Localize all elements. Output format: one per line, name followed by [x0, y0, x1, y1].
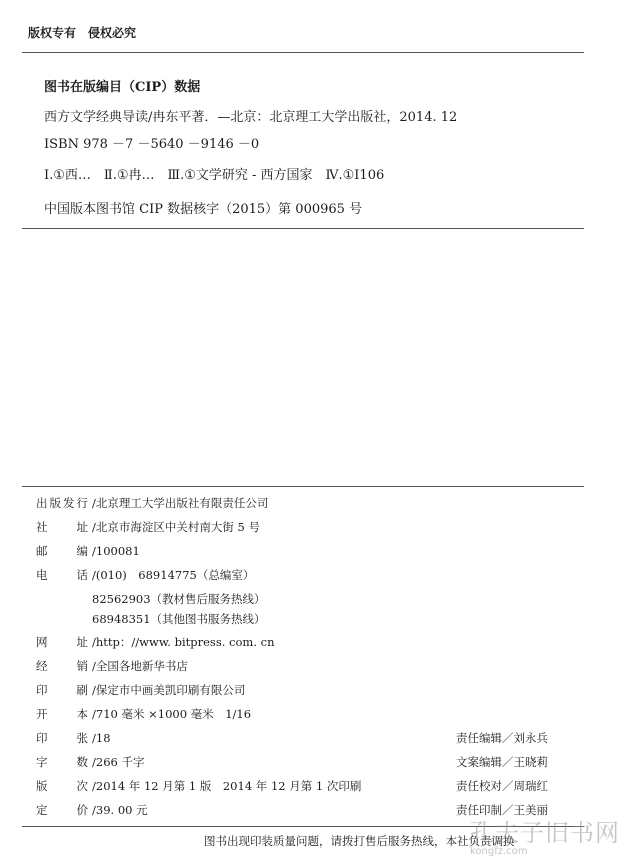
staff-printing: 责任印制／王美丽: [456, 803, 548, 817]
row-label: 定 价: [36, 803, 88, 817]
publication-row-wordcount: [36, 754, 144, 770]
row-label: 网 址: [36, 635, 88, 649]
staff-copy-editor: 文案编辑／王晓莉: [456, 755, 548, 769]
row-value: /http：//www. bitpress. com. cn: [92, 635, 275, 649]
publication-row-phone: [36, 567, 254, 583]
row-label: 电 话: [36, 568, 88, 582]
row-value: /北京理工大学出版社有限责任公司: [92, 496, 269, 510]
cip-title: 图书在版编目（CIP）数据: [44, 80, 201, 95]
row-label: 出版发行: [36, 496, 88, 510]
publication-row-publisher: [36, 495, 268, 511]
publication-row-format: [36, 706, 251, 722]
row-value: /100081: [92, 544, 140, 558]
row-label: 印 张: [36, 731, 88, 745]
row-value: /39. 00 元: [92, 803, 148, 817]
publication-row-printer: [36, 682, 245, 698]
row-value: /266 千字: [92, 755, 145, 769]
publication-row-edition: [36, 778, 361, 794]
row-label: 印 刷: [36, 683, 88, 697]
cip-bibliographic-line: 西方文学经典导读/冉东平著．—北京：北京理工大学出版社，2014. 12: [44, 110, 458, 125]
copyright-notice: 版权专有 侵权必究: [28, 26, 137, 40]
row-label: 版 次: [36, 779, 88, 793]
publication-row-sheets: [36, 730, 111, 746]
staff-proofreader: 责任校对／周瑞红: [456, 779, 548, 793]
cip-classification: Ⅰ.①西… Ⅱ.①冉… Ⅲ.①文学研究 - 西方国家 Ⅳ.①I106: [44, 168, 385, 183]
publication-row-price: [36, 802, 148, 818]
footer-quality-note: 图书出现印装质量问题，请拨打售后服务热线，本社负责调换: [204, 834, 515, 848]
row-label: 社 址: [36, 520, 88, 534]
row-value: /保定市中画美凯印刷有限公司: [92, 683, 246, 697]
row-value: /710 毫米 ×1000 毫米 1/16: [92, 707, 252, 721]
staff-editor: 责任编辑／刘永兵: [456, 731, 548, 745]
cip-isbn: ISBN 978 －7 －5640 －9146 －0: [44, 137, 260, 152]
row-value: /(010) 68914775（总编室）: [92, 568, 255, 582]
publication-row-address: [36, 519, 260, 535]
watermark-url: kongfz.com: [470, 846, 528, 857]
cip-record-number: 中国版本图书馆 CIP 数据核字（2015）第 000965 号: [44, 202, 363, 217]
publication-row-website: [36, 634, 274, 650]
publication-row-distributor: [36, 658, 188, 674]
watermark-logo: 孔夫子旧书网: [470, 819, 620, 847]
row-value: /2014 年 12 月第 1 版 2014 年 12 月第 1 次印刷: [92, 779, 362, 793]
phone-extra-other: 68948351（其他图书服务热线）: [92, 612, 266, 626]
top-divider: [22, 52, 584, 53]
row-label: 开 本: [36, 707, 88, 721]
publication-top-divider: [22, 486, 584, 487]
publication-row-postcode: [36, 543, 140, 559]
row-label: 经 销: [36, 659, 88, 673]
row-value: /北京市海淀区中关村南大街 5 号: [92, 520, 261, 534]
cip-divider: [22, 228, 584, 229]
row-value: /18: [92, 731, 111, 745]
row-label: 邮 编: [36, 544, 88, 558]
row-label: 字 数: [36, 755, 88, 769]
row-value: /全国各地新华书店: [92, 659, 188, 673]
phone-extra-textbook: 82562903（教材售后服务热线）: [92, 592, 266, 606]
